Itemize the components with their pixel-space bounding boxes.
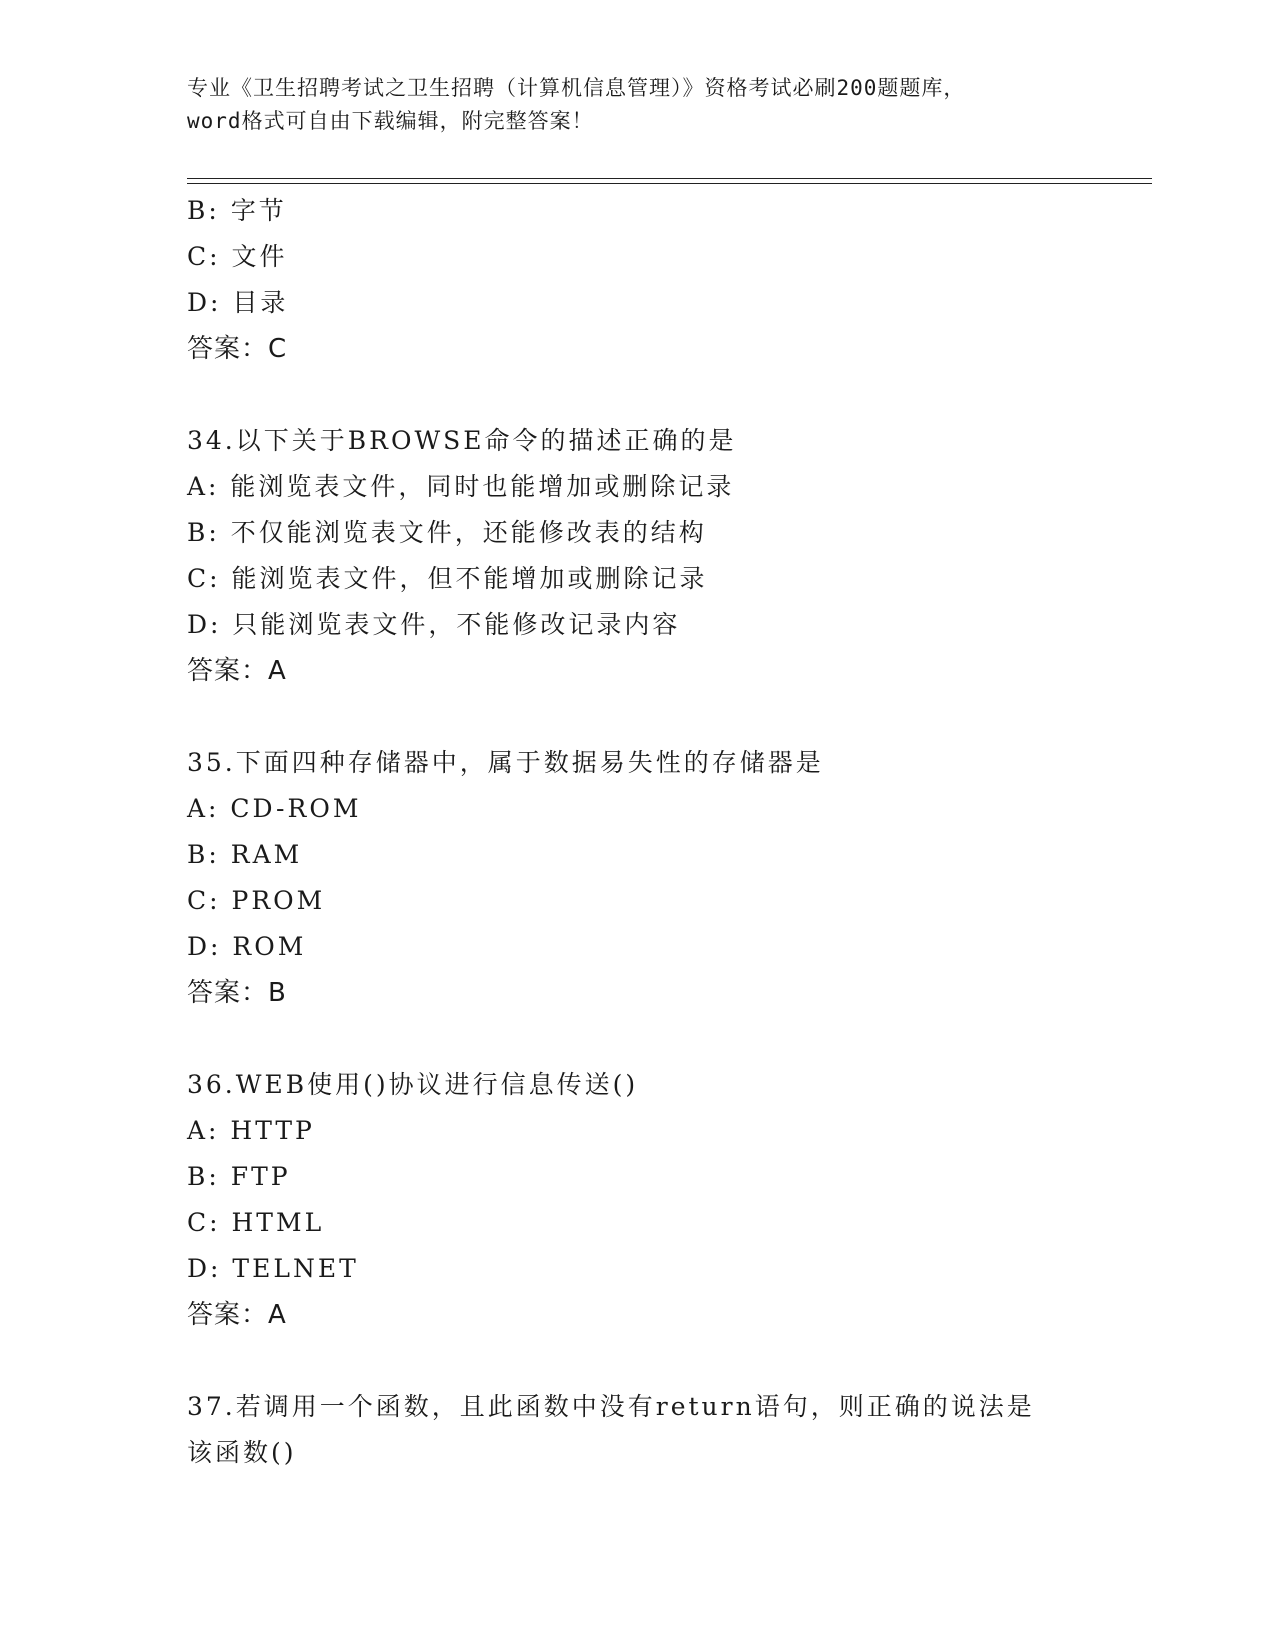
question-text: 35.下面四种存储器中，属于数据易失性的存储器是	[187, 748, 824, 777]
header-line-2: word格式可自由下载编辑，附完整答案！	[187, 109, 594, 133]
option-d: D: 只能浏览表文件，不能修改记录内容	[187, 610, 681, 639]
spacer	[187, 694, 1107, 740]
option-c: C: 能浏览表文件，但不能增加或删除记录	[187, 564, 708, 593]
option-d: D: TELNET	[187, 1254, 359, 1283]
option-a: A: HTTP	[187, 1116, 315, 1145]
answer-line: 答案：A	[187, 656, 287, 686]
answer-line: 答案：C	[187, 334, 288, 364]
spacer	[187, 1016, 1107, 1062]
option-a: A: CD-ROM	[187, 794, 362, 823]
question-text-line-1: 37.若调用一个函数，且此函数中没有return语句，则正确的说法是	[187, 1392, 1035, 1421]
question-list	[187, 188, 1107, 1476]
header-divider-top	[187, 178, 1152, 179]
header-line-1: 专业《卫生招聘考试之卫生招聘（计算机信息管理）》资格考试必刷200题题库，	[187, 76, 966, 100]
question-text-line-2: 该函数()	[187, 1438, 297, 1467]
option-b: B: 不仅能浏览表文件，还能修改表的结构	[187, 518, 707, 547]
option-c: C: HTML	[187, 1208, 325, 1237]
option-d: D: 目录	[187, 288, 289, 317]
question-text: 34.以下关于BROWSE命令的描述正确的是	[187, 426, 737, 455]
question-text: 36.WEB使用()协议进行信息传送()	[187, 1070, 639, 1099]
option-a: A: 能浏览表文件，同时也能增加或删除记录	[187, 472, 735, 501]
document-header	[187, 72, 1087, 138]
answer-line: 答案：A	[187, 1300, 287, 1330]
spacer	[187, 1338, 1107, 1384]
option-b: B: RAM	[187, 840, 303, 869]
header-divider-bottom	[187, 183, 1152, 184]
option-b: B: FTP	[187, 1162, 291, 1191]
option-b: B: 字节	[187, 196, 287, 225]
option-c: C: PROM	[187, 886, 326, 915]
answer-line: 答案：B	[187, 978, 287, 1008]
spacer	[187, 372, 1107, 418]
option-d: D: ROM	[187, 932, 307, 961]
option-c: C: 文件	[187, 242, 288, 271]
